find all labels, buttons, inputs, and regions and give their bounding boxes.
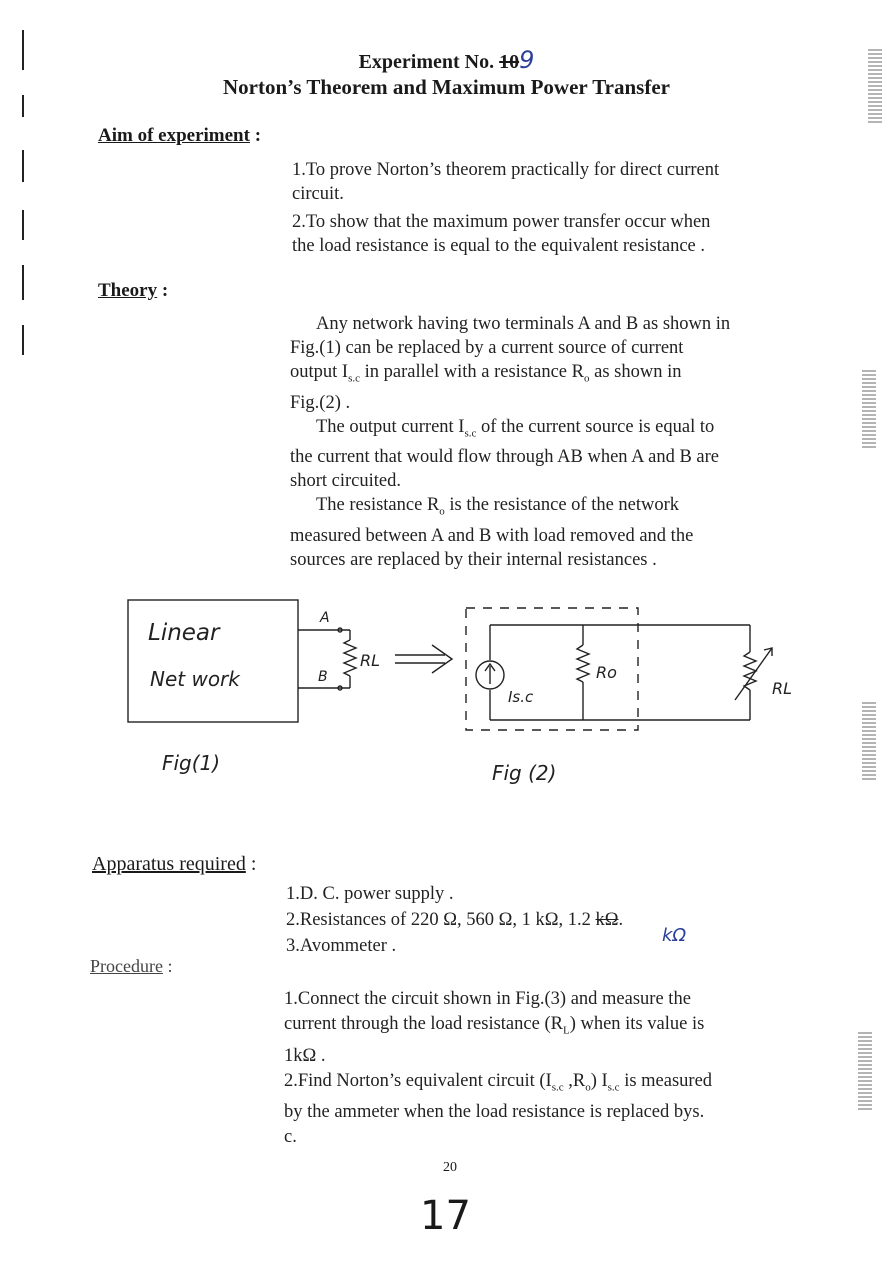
aim-item-1-cont: circuit. — [292, 184, 344, 204]
fig1-load-resistor — [344, 640, 356, 676]
linear-network-box — [128, 600, 298, 722]
apparatus-heading: Apparatus required : — [92, 853, 257, 875]
scan-margin-noise — [862, 368, 876, 448]
procedure-heading: Procedure : — [90, 956, 173, 976]
experiment-title: Experiment No. 109 — [358, 46, 535, 74]
ro-resistor — [577, 645, 589, 682]
ro-label: Ro — [596, 663, 617, 682]
aim-item-2: 2.To show that the maximum power transfer occur when — [292, 212, 711, 232]
fig1-load-label: RL — [360, 651, 381, 670]
variable-resistor-arrow — [735, 648, 772, 700]
theory-text: Any network having two terminals A and B as shown in Fig.(1) can be replaced by a current source of current output $I_{s.c}$ in parallel with a resistance $R_o$ as shown in Fig.(2) . The output current $I_{s.c}$ of the current source is equal to the current that would flow through AB when A and B are short circuited. The resistance $R_o$ is the resistance of the network measured between A and B with load removed and the sources are replaced by their internal resistances . — [290, 314, 731, 571]
page-subtitle: Norton’s Theorem and Maximum Power Transfer — [223, 75, 670, 99]
aim-heading: Aim of experiment : — [98, 125, 262, 146]
aim-list — [292, 158, 827, 258]
aim-item-2-cont: the load resistance is equal to the equivalent resistance . — [292, 236, 706, 256]
scan-edge-mark — [22, 265, 24, 300]
printed-page-number: 20 — [443, 1160, 457, 1175]
scan-edge-mark — [22, 210, 24, 240]
fig2-caption: Fig (2) — [492, 761, 557, 785]
struck-number: 10 — [499, 51, 520, 73]
fig2-load-label: RL — [772, 679, 793, 698]
apparatus-item-3: 3.Avommeter . — [286, 936, 397, 956]
aim-item-1: 1.To prove Norton’s theorem practically for direct current — [292, 160, 720, 180]
apparatus-item-1: 1.D. C. power supply . — [286, 884, 454, 904]
handwritten-number: 9 — [519, 46, 535, 74]
implies-arrow-head — [432, 645, 452, 673]
circuit-figures — [0, 590, 893, 800]
apparatus-item-2: 2.Resistances of 220 Ω, 560 Ω, 1 kΩ, 1.2 kΩ. kΩ — [286, 907, 806, 933]
scan-edge-mark — [22, 150, 24, 182]
fig1-caption: Fig(1) — [162, 751, 221, 775]
terminal-a-label: A — [320, 610, 330, 626]
fig1-network-label-2: Net work — [150, 667, 240, 691]
scan-edge-mark — [22, 325, 24, 355]
handwritten-unit-correction: kΩ — [662, 925, 687, 946]
fig1-network-label: Linear — [148, 620, 220, 646]
handwritten-page-number: 17 — [420, 1193, 471, 1239]
scan-margin-noise — [858, 1030, 872, 1110]
terminal-b-label: B — [318, 669, 328, 685]
apparatus-list — [286, 881, 806, 959]
theory-heading: Theory : — [98, 280, 169, 301]
source-current-label: Is.c — [508, 688, 534, 706]
procedure-list: 1.Connect the circuit shown in Fig.(3) and measure the current through the load resistance $(R_L)$ when its value is 1kΩ . 2.Find Norton’s equivalent circuit ($I_{s.c}$ $,R_o$) $I_{s.c}$ is measured by the ammeter when the load resistance is replaced bys. c. — [284, 989, 713, 1148]
